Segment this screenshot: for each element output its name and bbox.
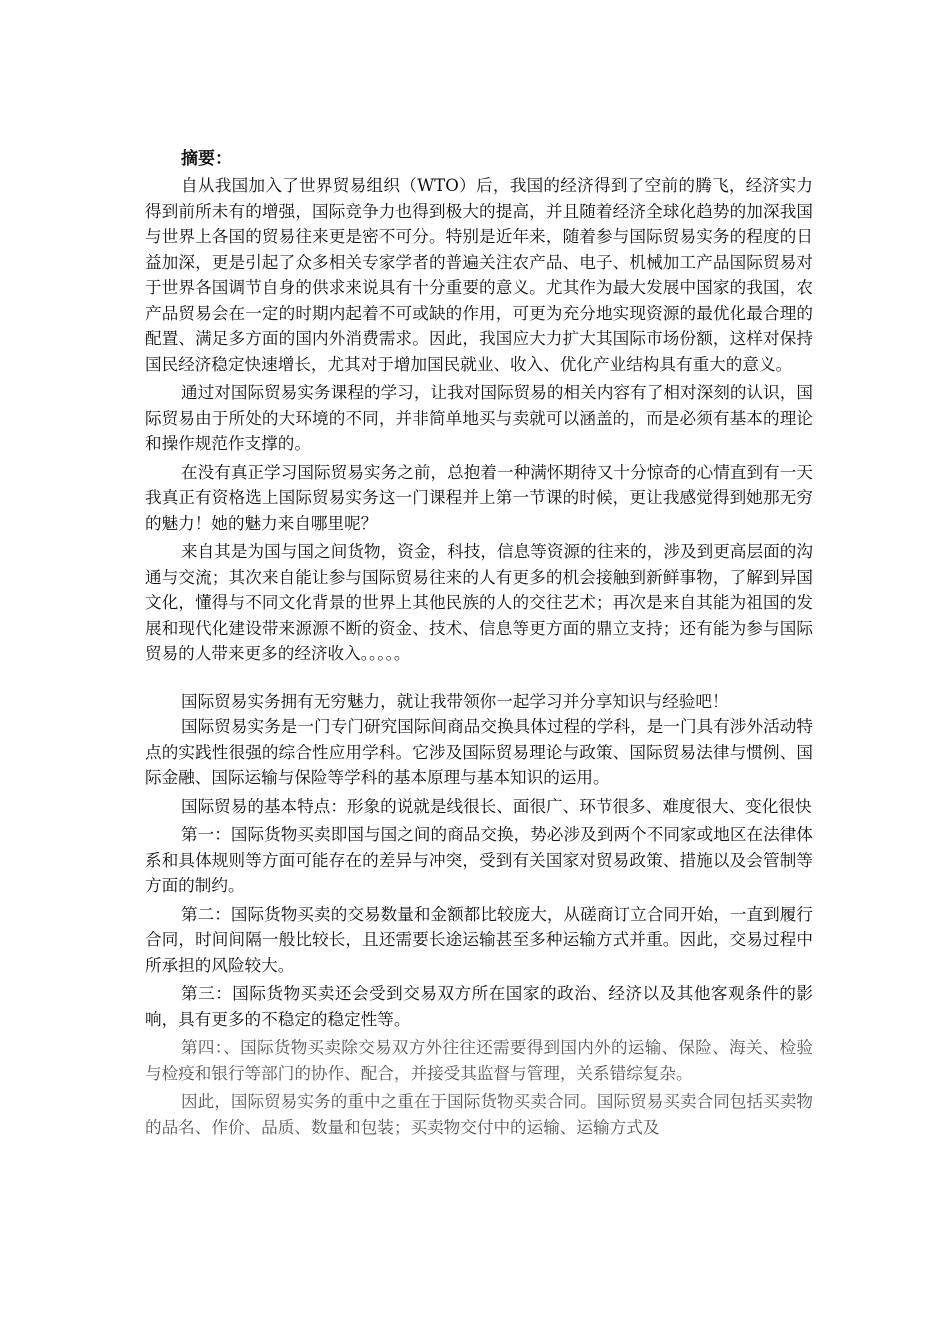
paragraph-definition: 国际贸易实务是一门专门研究国际间商品交换具体过程的学科，是一门具有涉外活动特点的实践性很强的综合性应用学科。它涉及国际贸易理论与政策、国际贸易法律与惯例、国际金融、国际运输与保险等学科的基本原理与基本知识的运用。 — [145, 717, 813, 787]
paragraph-charm-source: 来自其是为国与国之间货物，资金，科技，信息等资源的往来的，涉及到更高层面的沟通与交流；其次来自能让参与国际贸易往来的人有更多的机会接触到新鲜事物，了解到异国文化，懂得与不同文化背景的世界上其他民族的人的交往艺术；再次是来自其能为祖国的发展和现代化建设带来源源不断的资金、技术、信息等更方面的鼎立支持；还有能为参与国际贸易的人带来更多的经济收入。。。。。 — [145, 542, 813, 663]
paragraph-invitation: 国际贸易实务拥有无穷魅力，就让我带领你一起学习并分享知识与经验吧！ — [181, 691, 729, 711]
paragraph-conclusion: 因此，国际贸易实务的重中之重在于国际货物买卖合同。国际贸易买卖合同包括买卖物的品名、作价、品质、数量和包装；买卖物交付中的运输、运输方式及 — [145, 1092, 813, 1137]
paragraph-third: 第三：国际货物买卖还会受到交易双方所在国家的政治、经济以及其他客观条件的影响，具有更多的不稳定的稳定性等。 — [145, 984, 813, 1029]
paragraph-fourth: 第四：、国际货物买卖除交易双方外往往还需要得到国内外的运输、保险、海关、检验与检疫和银行等部门的协作、配合，并接受其监督与管理，关系错综复杂。 — [145, 1038, 813, 1083]
paragraph-intro: 自从我国加入了世界贸易组织（WTO）后，我国的经济得到了空前的腾飞，经济实力得到前所未有的增强，国际竞争力也得到极大的提高，并且随着经济全球化趋势的加深我国与世界上各国的贸易往来更是密不可分。特别是近年来，随着参与国际贸易实务的程度的日益加深，更是引起了众多相关专家学者的普遍关注农产品、电子、机械加工产品国际贸易对于世界各国调节自身的供求来说具有十分重要的意义。尤其作为最大发展中国家的我国，农产品贸易会在一定的时期内起着不可或缺的作用，可更为充分地实现资源的最优化最合理的配置、满足多方面的国内外消费需求。因此，我国应大力扩大其国际市场份额，这样对保持国民经济稳定快速增长，尤其对于增加国民就业、收入、优化产业结构具有重大的意义。 — [145, 176, 813, 374]
paragraph-features: 国际贸易的基本特点：形象的说就是线很长、面很广、环节很多、难度很大、变化很快 — [181, 796, 812, 816]
paragraph-before-study: 在没有真正学习国际贸易实务之前，总抱着一种满怀期待又十分惊奇的心情直到有一天我真正有资格选上国际贸易实务这一门课程并上第一节课的时候，更让我感觉得到她那无穷的魅力！她的魅力来自哪里呢？ — [145, 462, 813, 533]
paragraph-first: 第一：国际货物买卖即国与国之间的商品交换，势必涉及到两个不同家或地区在法律体系和具体规则等方面可能存在的差异与冲突，受到有关国家对贸易政策、措施以及会管制等方面的制约。 — [145, 825, 813, 895]
paragraph-course-study: 通过对国际贸易实务课程的学习，让我对国际贸易的相关内容有了相对深刻的认识，国际贸易由于所处的大环境的不同，并非简单地买与卖就可以涵盖的，而是必须有基本的理论和操作规范作支撑的。 — [145, 383, 813, 453]
paragraph-second: 第二：国际货物买卖的交易数量和金额都比较庞大，从磋商订立合同开始，一直到履行合同，时间间隔一般比较长，且还需要长途运输甚至多种运输方式并重。因此，交易过程中所承担的风险较大。 — [145, 904, 813, 975]
blank-line — [145, 667, 813, 689]
abstract-heading: 摘要： — [181, 149, 232, 169]
document-page — [145, 145, 813, 1140]
